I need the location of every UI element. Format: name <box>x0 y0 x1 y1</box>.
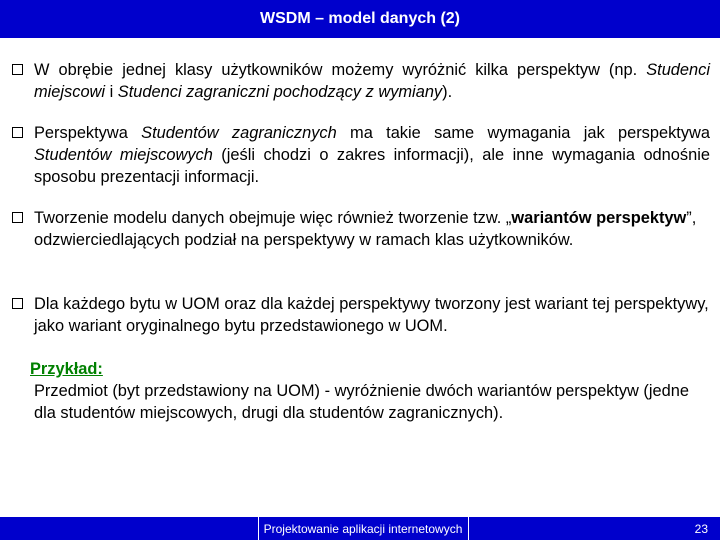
checkbox-bullet-icon <box>12 64 23 75</box>
bullet-1-part: i <box>105 83 118 101</box>
bullet-1-part: ). <box>442 83 453 101</box>
bullet-2-italic: Studentów miejscowych <box>34 146 213 164</box>
bullet-2-part: Perspektywa <box>34 124 142 142</box>
bullet-2 <box>12 122 710 188</box>
bullet-3 <box>12 207 710 251</box>
slide-title: WSDM – model danych (2) <box>259 10 461 27</box>
bullet-2-italic: Studentów zagranicznych <box>141 124 337 142</box>
bullet-4 <box>12 293 710 337</box>
example-block <box>30 358 700 424</box>
footer-bar <box>0 517 720 540</box>
bullet-1-italic: Studenci zagraniczni pochodzący z wymiany <box>117 83 443 101</box>
bullet-1-text <box>34 59 710 103</box>
bullet-3-text <box>34 207 710 251</box>
bullet-2-part: (jeśli chodzi o zakres informacji), ale inne wymagania odnośnie sposobu prezentacji informacji. <box>34 146 710 186</box>
bullet-2-text <box>34 122 710 188</box>
footer-divider <box>468 517 469 540</box>
page-number: 23 <box>694 522 708 536</box>
bullet-1 <box>12 59 710 103</box>
bullet-4-part: Dla każdego bytu w UOM oraz dla każdej perspektywy tworzony jest wariant tej perspektywy, jako wariant oryginalnego bytu przedstawionego w UOM. <box>34 295 709 335</box>
bullet-2-part: ma takie same wymagania jak perspektywa <box>336 124 711 142</box>
example-label: Przykład: <box>30 360 103 378</box>
title-bar <box>0 0 720 38</box>
bullet-3-bold: wariantów perspektyw <box>511 209 687 227</box>
checkbox-bullet-icon <box>12 212 23 223</box>
example-text: Przedmiot (byt przedstawiony na UOM) - wyróżnienie dwóch wariantów perspektyw (jedne dla studentów miejscowych, drugi dla studentów zagranicznych). <box>34 382 689 422</box>
bullet-1-italic: Studenci miejscowi <box>34 61 710 101</box>
bullet-3-part: ”, odzwierciedlających podział na perspektywy w ramach klas użytkowników. <box>34 209 697 249</box>
footer-course-title: Projektowanie aplikacji internetowych <box>263 522 463 536</box>
checkbox-bullet-icon <box>12 298 23 309</box>
bullet-1-part: W obrębie jednej klasy użytkowników możemy wyróżnić kilka perspektyw (np. <box>34 61 647 79</box>
checkbox-bullet-icon <box>12 127 23 138</box>
bullet-3-part: Tworzenie modelu danych obejmuje więc również tworzenie tzw. „ <box>34 209 512 227</box>
bullet-4-text <box>34 293 710 337</box>
